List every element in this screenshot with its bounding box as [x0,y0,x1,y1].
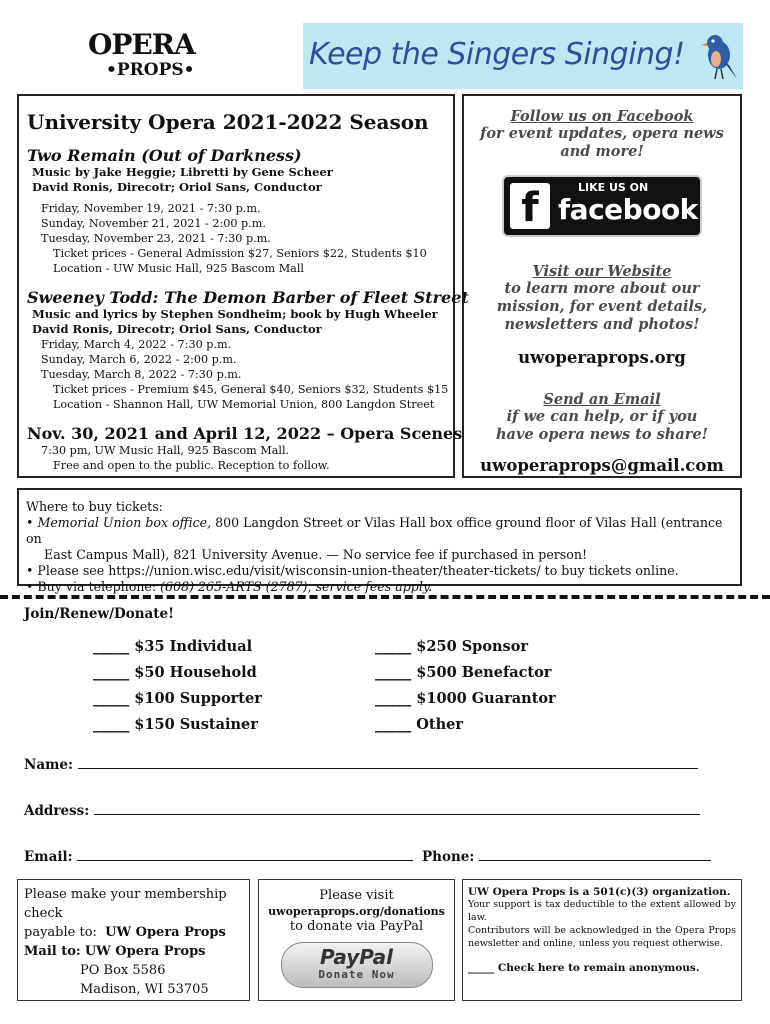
tickets-bullet1: • Memorial Union box office, 800 Langdon Street or Vilas Hall box office ground floor of Vilas Hall (entrance on [26,515,723,546]
show2-credit1: Music and lyrics by Stephen Sondheim; book by Hugh Wheeler [32,307,438,321]
show1-date2: Sunday, November 21, 2021 - 2:00 p.m. [41,217,266,230]
show2-date1: Friday, March 4, 2022 - 7:30 p.m. [41,338,232,351]
email-address[interactable]: uwoperaprops@gmail.com [480,456,724,475]
address-field[interactable] [94,800,700,815]
tickets-bullet2 [26,563,740,579]
tickets-bullet3-italic: (608) 265-ARTS (2787), service fees apply. [160,579,433,594]
scenes-title: Nov. 30, 2021 and April 12, 2022 – Opera Scenes [27,424,463,443]
level-guarantor[interactable]: _____ $1000 Guarantor [375,690,556,707]
email-link[interactable]: Send an Email [543,391,661,408]
email-field[interactable] [77,846,413,861]
phone-row [422,846,711,865]
mail-payee: UW Opera Props [105,925,226,940]
banner-text: Keep the Singers Singing! [309,37,685,72]
show1-credit1: Music by Jake Heggie; Libretti by Gene Scheer [32,165,333,179]
tickets-box [17,488,742,594]
level-supporter[interactable]: _____ $100 Supporter [93,690,262,707]
level-benefactor[interactable]: _____ $500 Benefactor [375,664,552,681]
level-sponsor[interactable]: _____ $250 Sponsor [375,638,529,655]
phone-label: Phone: [422,849,475,865]
level-household[interactable]: _____ $50 Household [93,664,257,681]
tickets-bullet1-cont: East Campus Mall), 821 University Avenue. — No service fee if purchased in person! [44,547,588,562]
email-text: if we can help, or if you have opera news to share! [496,408,708,443]
logo-line2: •PROPS• [106,60,195,80]
info-box [462,94,742,478]
scenes-line2: Free and open to the public. Reception to follow. [53,459,330,472]
tickets-heading: Where to buy tickets: [26,499,163,514]
name-field[interactable] [78,754,698,769]
tickets-bullet1-rest: 800 Langdon Street or Vilas Hall box office ground floor of Vilas Hall (entrance on [26,515,723,546]
donations-url[interactable]: uwoperaprops.org/donations [268,905,445,918]
email-label: Email: [24,849,73,865]
website-text: to learn more about our mission, for event details, newsletters and photos! [496,280,708,333]
anonymous-checkbox[interactable]: _____ Check here to remain anonymous. [468,962,700,974]
paypal-line3: to donate via PayPal [289,919,424,934]
tickets-bullet3-pre: • Buy via telephone: [26,579,161,594]
banner [303,23,743,89]
mail-line3 [24,942,249,961]
mail-to-label: Mail to: [24,944,81,959]
tickets-bullet3 [26,579,740,595]
show2-name: Sweeney Todd: The Demon Barber of Fleet Street [27,288,469,307]
bluebird-icon [697,29,739,85]
address-row [24,800,700,819]
mail-line2 [24,923,249,942]
facebook-text: for event updates, opera news and more! [480,125,724,160]
address-label: Address: [24,803,90,819]
show2-location: Location - Shannon Hall, UW Memorial Union, 800 Langdon Street [53,398,435,411]
name-label: Name: [24,757,73,773]
facebook-link[interactable]: Follow us on Facebook [510,108,694,125]
show1-location: Location - UW Music Hall, 925 Bascom Mall [53,262,304,275]
mail-to-name: UW Opera Props [84,944,206,959]
paypal-donate-button[interactable] [281,942,433,988]
show1-name: Two Remain (Out of Darkness) [27,146,302,165]
facebook-icon: f [510,183,550,229]
name-row [24,754,698,773]
tickets-bullet2-post: to buy tickets online. [540,563,679,578]
tickets-bullet1-italic: Memorial Union box office, [37,515,212,530]
level-other[interactable]: _____ Other [375,716,464,733]
facebook-like-button[interactable] [502,175,702,237]
mail-payable-label: payable to: [24,925,97,940]
cut-line [0,595,770,599]
show2-prices: Ticket prices - Premium $45, General $40, Seniors $32, Students $15 [53,383,449,396]
mail-line1: Please make your membership check [24,887,227,921]
phone-field[interactable] [479,846,711,861]
level-individual[interactable]: _____ $35 Individual [93,638,253,655]
level-sustainer[interactable]: _____ $150 Sustainer [93,716,258,733]
tickets-online-link[interactable]: https://union.wisc.edu/visit/wisconsin-union-theater/theater-tickets/ [108,563,541,578]
mail-box [17,879,250,1001]
logo-line1: OPERA [88,28,195,61]
show1-date3: Tuesday, November 23, 2021 - 7:30 p.m. [41,232,271,245]
mail-city: Madison, WI 53705 [80,982,209,997]
paypal-box [258,879,455,1001]
website-url[interactable]: uwoperaprops.org [518,348,686,367]
scenes-line1: 7:30 pm, UW Music Hall, 925 Bascom Mall. [41,444,290,457]
nonprofit-heading: UW Opera Props is a 501(c)(3) organization. [468,886,731,898]
show1-credit2: David Ronis, Direcotr; Oriol Sans, Conductor [32,180,322,194]
website-link[interactable]: Visit our Website [532,263,672,280]
season-title: University Opera 2021-2022 Season [27,110,429,134]
join-title: Join/Renew/Donate! [24,606,175,622]
nonprofit-box [462,879,742,1001]
nonprofit-p2: Contributors will be acknowledged in the Opera Props newsletter and online, unless you request otherwise. [468,925,736,949]
email-row [24,846,413,865]
nonprofit-p1: Your support is tax deductible to the extent allowed by law. [468,899,736,923]
tickets-bullet2-pre: • Please see [26,563,109,578]
paypal-line1: Please visit [319,888,394,903]
mail-pobox: PO Box 5586 [80,963,166,978]
donate-now-label: Donate Now [318,968,395,981]
season-box [17,94,469,478]
paypal-logo-text: PayPal [319,945,394,969]
show2-credit2: David Ronis, Direcotr; Oriol Sans, Conductor [32,322,322,336]
show1-prices: Ticket prices - General Admission $27, Seniors $22, Students $10 [53,247,427,260]
show1-date1: Friday, November 19, 2021 - 7:30 p.m. [41,202,261,215]
opera-props-logo [88,28,213,84]
facebook-like-label: LIKE US ON [578,181,649,194]
show2-date3: Tuesday, March 8, 2022 - 7:30 p.m. [41,368,242,381]
show2-date2: Sunday, March 6, 2022 - 2:00 p.m. [41,353,237,366]
facebook-wordmark: facebook [558,193,698,226]
